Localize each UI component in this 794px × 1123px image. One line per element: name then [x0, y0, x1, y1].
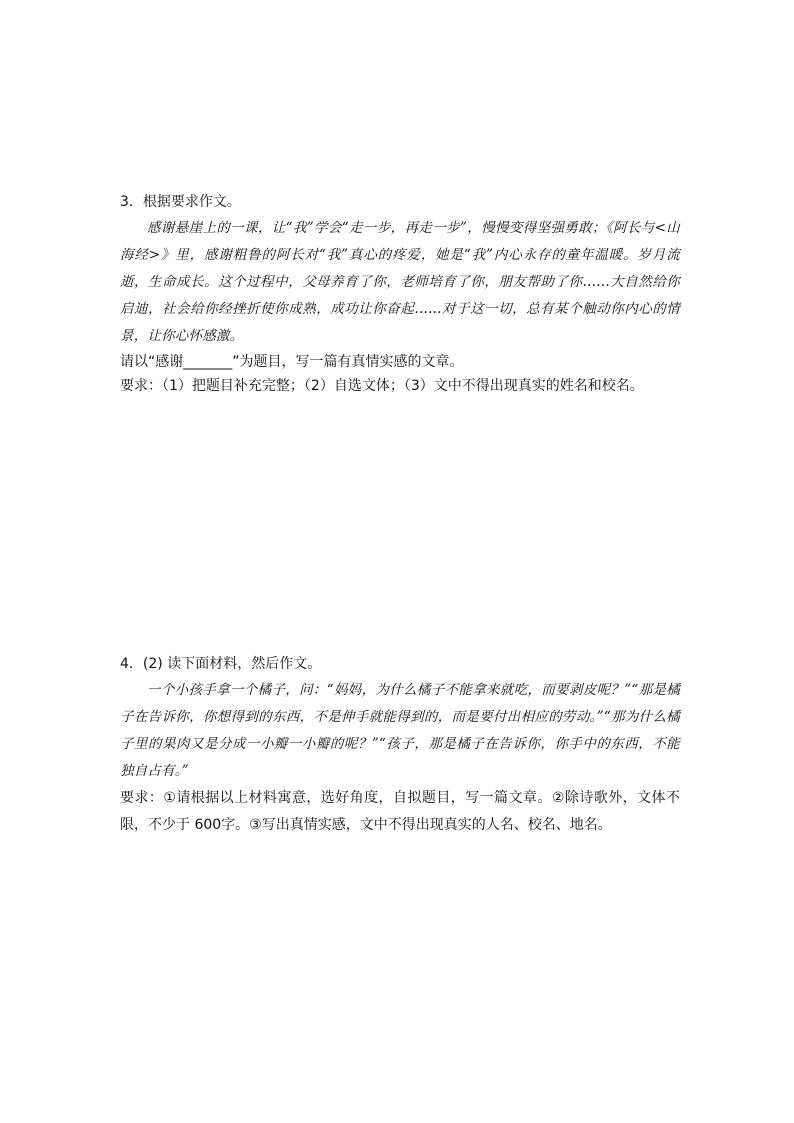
question-3-instruction: 请以“感谢_______”为题目，写一篇有真情实感的文章。: [120, 354, 464, 370]
question-4-requirement: 要求：①请根据以上材料寓意，选好角度，自拟题目，写一篇文章。②除诗歌外，文体不限，不少于 600字。③写出真情实感，文中不得出现真实的人名、校名、地名。: [120, 790, 680, 833]
question-3: [120, 190, 680, 398]
question-4-material: 一个小孩手拿一个橘子，问：“妈妈，为什么橘子不能拿来就吃，而要剥皮呢？”“那是橘子在告诉你，你想得到的东西，不是伸手就能得到的，而是要付出相应的劳动。”“那为什么橘子里的果肉又是分成一小瓣一小瓣的呢？”“孩子，那是橘子在告诉你，你手中的东西，不能独自占有。”: [120, 682, 680, 779]
question-3-requirement: 要求：（1）把题目补充完整；（2）自选文体；（3）文中不得出现真实的姓名和校名。: [120, 378, 644, 394]
question-4-title: 4．(2) 读下面材料，然后作文。: [120, 656, 322, 672]
question-4: [120, 652, 680, 839]
question-3-title: 3．根据要求作文。: [120, 194, 241, 210]
question-3-material: 感谢悬崖上的一课，让“我”学会“走一步，再走一步”，慢慢变得坚强勇敢；《阿长与<山海经>》里，感谢粗鲁的阿长对“我”真心的疼爱，她是“我”内心永存的童年温暖。岁月流逝，生命成长。这个过程中，父母养育了你，老师培育了你，朋友帮助了你……大自然给你启迪，社会给你经挫折使你成熟，成功让你奋起……对于这一切，总有某个触动你内心的情景，让你心怀感激。: [120, 220, 680, 344]
